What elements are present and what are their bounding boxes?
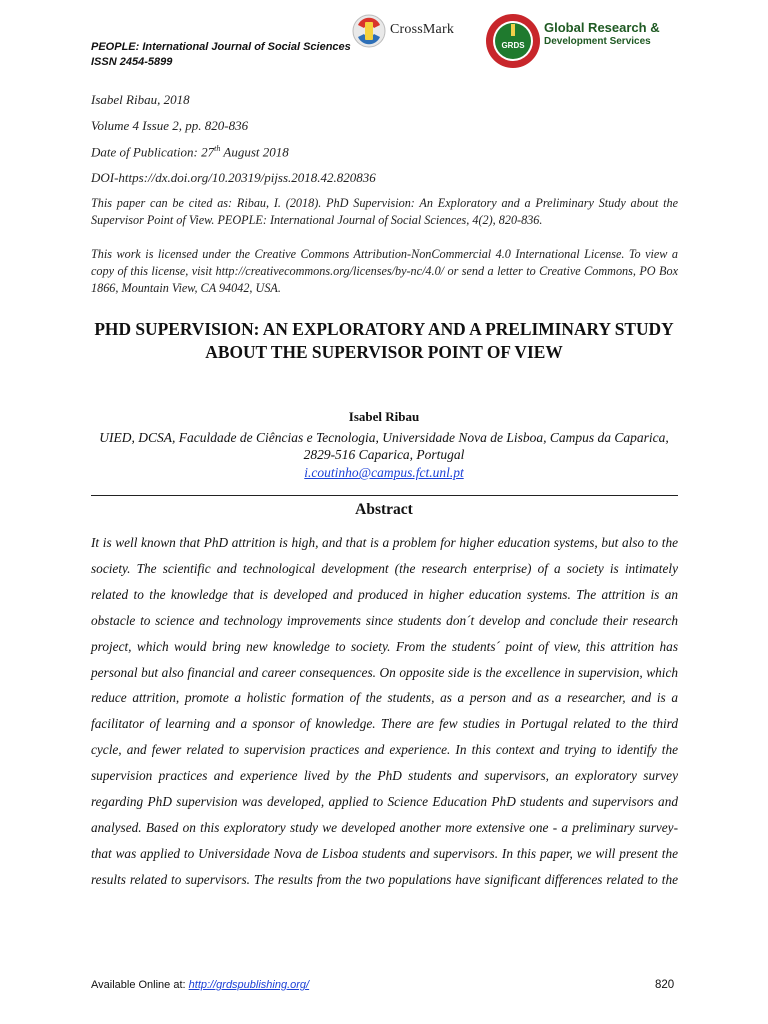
journal-name: PEOPLE: International Journal of Social Sciences [91,41,351,53]
journal-info [91,40,351,70]
author-affiliation: UIED, DCSA, Faculdade de Ciências e Tecnologia, Universidade Nova de Lisboa, Campus da Caparica, 2829-516 Caparica, Portugal [99,430,669,462]
grds-logo [484,10,664,72]
crossmark-icon [352,13,386,49]
author-name: Isabel Ribau [348,409,420,424]
meta-citation: This paper can be cited as: Ribau, I. (2018). PhD Supervision: An Exploratory and a Preliminary Study about the Supervisor Point of View. PEOPLE: International Journal of Social Sciences, 4(2), 820-836. [91,196,678,227]
meta-author-year: Isabel Ribau, 2018 [91,92,190,107]
footer-url-link[interactable]: http://grdspublishing.org/ [188,979,310,991]
meta-date-suffix: August 2018 [220,144,289,160]
meta-license: This work is licensed under the Creative Commons Attribution-NonCommercial 4.0 International License. To view a copy of this license, visit http://creativecommons.org/licenses/by-nc/4.0/ or send a letter to Creative Commons, PO Box 1866, Mountain View, CA 94042, USA. [91,247,678,295]
journal-issn: ISSN 2454-5899 [91,56,173,68]
author-email [0,465,768,481]
abstract-heading: Abstract [355,501,413,518]
divider-rule [91,495,678,496]
abstract-text: It is well known that PhD attrition is high, and that is a problem for higher education systems, but also to the society. The scientific and technological development (the research enterprise) of a society is intimately related to the knowledge that is developed and produced in higher education systems. The attrition is an obstacle to science and technology improvements since students don´t develop and conclude their research project, which would bring new knowledge to society. From the students´ point of view, this attrition has personal but also financial and career consequences. On opposite side is the excellence in supervision, which reduce attrition, promote a holistic formation of the students, as a person and as a researcher, and is a facilitator of learning and a sponsor of knowledge. There are few studies in Portugal related to the third cycle, and fewer related to supervision practices and experience. In this context and trying to identify the supervision practices and experience lived by the PhD students and supervisors, an exploratory survey regarding PhD supervision was developed, applied to Science Education PhD students and supervisors and analysed. Based on this exploratory study we developed another more extensive one - a preliminary survey- that was applied to Universidade Nova de Lisboa students and supervisors. In this paper, we will present the results related to supervisors. The results from the two populations have significant differences related to the [91,535,678,887]
crossmark-label: CrossMark [390,22,455,37]
grds-seal-text: GRDS [501,41,525,50]
author-email-link[interactable]: i.coutinho@campus.fct.unl.pt [304,465,464,480]
meta-date-sup: th [214,144,221,153]
meta-doi[interactable]: DOI-https://dx.doi.org/10.20319/pijss.2018.42.820836 [91,170,376,185]
meta-volume: Volume 4 Issue 2, pp. 820-836 [91,118,249,133]
grds-name [544,20,660,48]
crossmark-logo[interactable] [352,13,472,49]
meta-date-prefix: Date of Publication: 27 [91,144,215,160]
grds-line-1: Global Research & [544,20,660,35]
paper-title: PHD SUPERVISION: AN EXPLORATORY AND A PRELIMINARY STUDY ABOUT THE SUPERVISOR POINT OF VIEW [94,319,674,362]
footer-availability [91,979,309,991]
grds-seal-icon [484,10,542,72]
meta-date [91,144,289,160]
grds-line-2: Development Services [544,36,651,47]
footer-available-label: Available Online at: [91,979,189,991]
page-number: 820 [655,979,675,991]
